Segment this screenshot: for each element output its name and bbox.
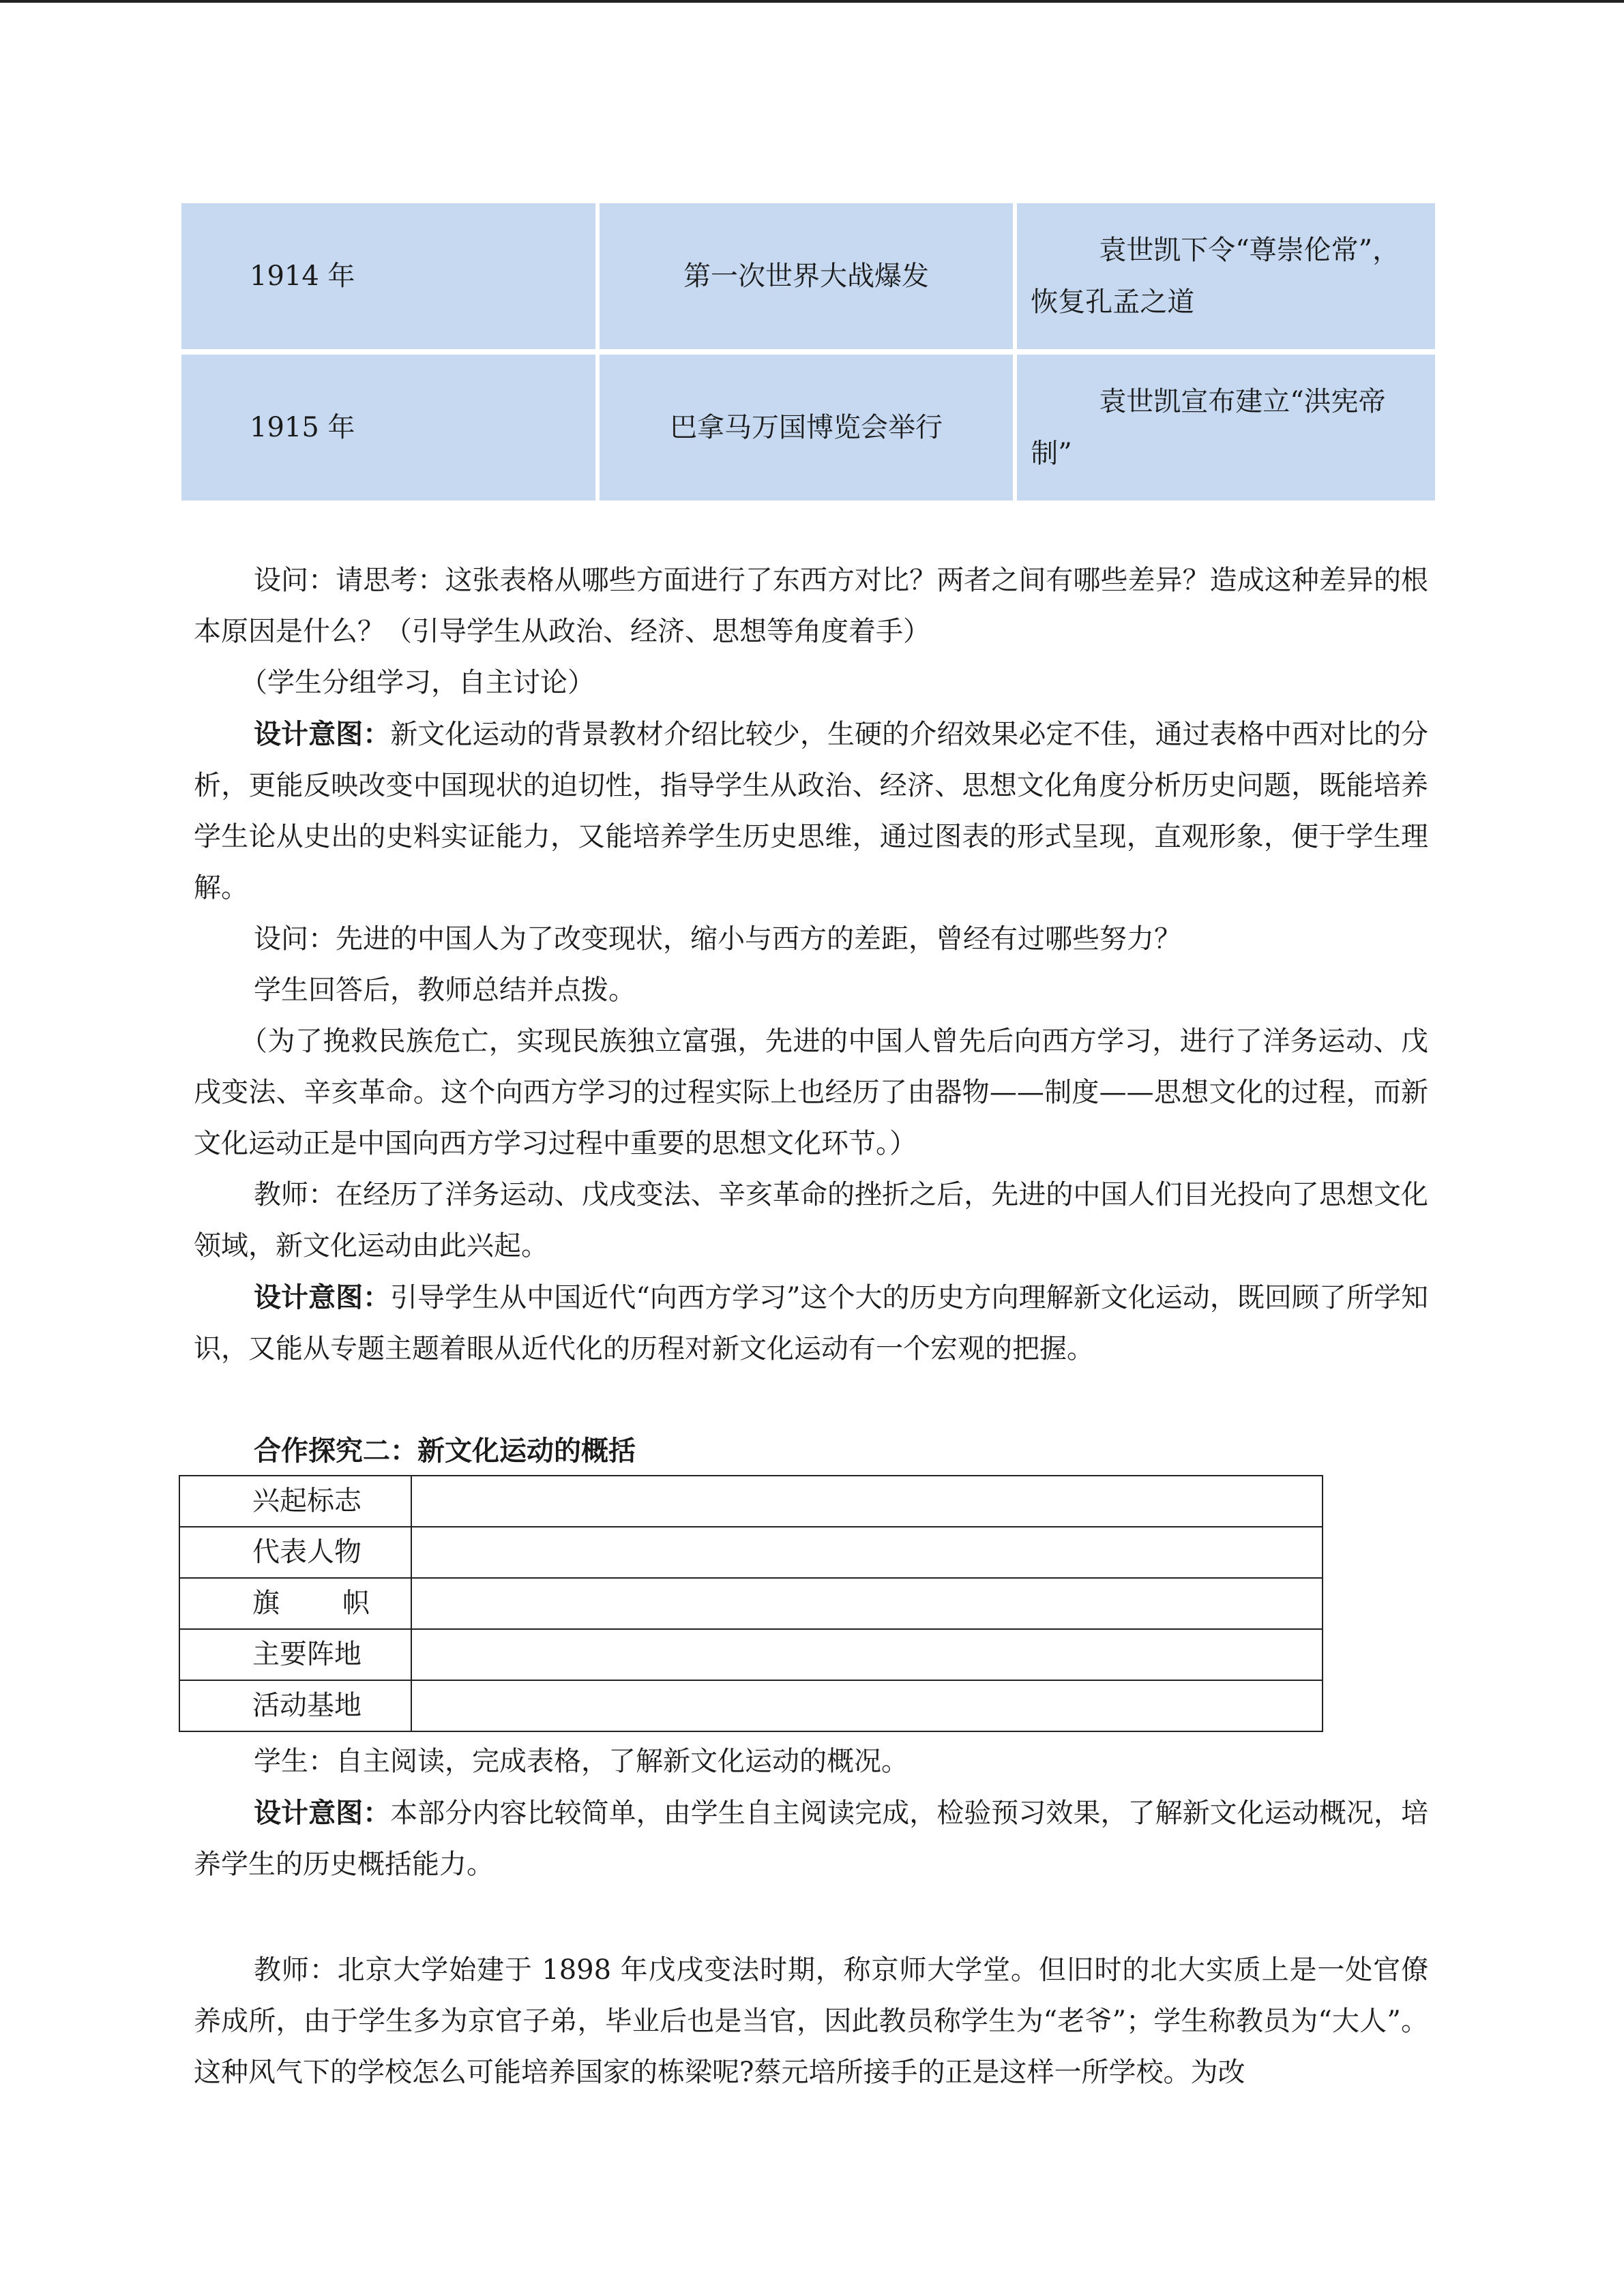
- east-west-comparison-table: [177, 198, 1439, 506]
- answer-note: 学生回答后，教师总结并点拨。: [254, 974, 636, 1006]
- table-row: [179, 1527, 1323, 1578]
- section-2-body: [194, 1736, 1428, 1890]
- question-paragraph: 设问：先进的中国人为了改变现状，缩小与西方的差距，曾经有过哪些努力？: [254, 923, 1181, 955]
- page-top-border: [0, 0, 1624, 3]
- table-row: [179, 1680, 1323, 1731]
- outline-table: [179, 1475, 1323, 1732]
- design-intent-label: 设计意图：: [254, 1281, 391, 1313]
- question-paragraph: 设问：请思考：这张表格从哪些方面进行了东西方对比？两者之间有哪些差异？造成这种差异的根本原因是什么？（引导学生从政治、经济、思想等角度着手）: [194, 565, 1428, 647]
- row-label: 活动基地: [179, 1680, 411, 1731]
- section-1-body: [194, 555, 1428, 1375]
- table-row: [179, 1476, 1323, 1527]
- row-label: 代表人物: [179, 1527, 411, 1578]
- year-cell: 1914 年: [181, 203, 595, 349]
- student-paragraph: 学生：自主阅读，完成表格，了解新文化运动的概况。: [254, 1746, 909, 1777]
- answer-cell[interactable]: [411, 1527, 1323, 1578]
- table-row: [179, 1578, 1323, 1629]
- section-title: 合作探究二：新文化运动的概括: [254, 1435, 636, 1467]
- answer-cell[interactable]: [411, 1476, 1323, 1527]
- section-3-body: [194, 1945, 1428, 2098]
- summary-paragraph: （为了挽救民族危亡，实现民族独立富强，先进的中国人曾先后向西方学习，进行了洋务运动、戊戌变法、辛亥革命。这个向西方学习的过程实际上也经历了由器物——制度——思想文化的过程，而新文化运动正是中国向西方学习过程中重要的思想文化环节。）: [194, 1026, 1428, 1159]
- answer-cell[interactable]: [411, 1629, 1323, 1680]
- group-study-note: （学生分组学习，自主讨论）: [240, 667, 595, 698]
- table-row: [179, 1629, 1323, 1680]
- design-intent-label: 设计意图：: [254, 718, 391, 750]
- row-label-part: 帜: [342, 1587, 370, 1619]
- answer-cell[interactable]: [411, 1578, 1323, 1629]
- world-event-cell: 第一次世界大战爆发: [600, 203, 1013, 349]
- teacher-paragraph: 教师：北京大学始建于 1898 年戊戌变法时期，称京师大学堂。但旧时的北大实质上是一处官僚养成所，由于学生多为京官子弟，毕业后也是当官，因此教员称学生为“老爷”；学生称教员为“大人”。这种风气下的学校怎么可能培养国家的栋梁呢?蔡元培所接手的正是这样一所学校。为改: [194, 1954, 1428, 2088]
- year-cell: 1915 年: [181, 355, 595, 501]
- table-row: [181, 203, 1435, 349]
- design-intent-text: 引导学生从中国近代“向西方学习”这个大的历史方向理解新文化运动，既回顾了所学知识，又能从专题主题着眼从近代化的历程对新文化运动有一个宏观的把握。: [194, 1282, 1429, 1365]
- teacher-paragraph: 教师：在经历了洋务运动、戊戌变法、辛亥革命的挫折之后，先进的中国人们目光投向了思想文化领域，新文化运动由此兴起。: [194, 1179, 1428, 1262]
- design-intent-paragraph: [194, 1272, 1428, 1375]
- row-label-part: 旗: [252, 1587, 280, 1619]
- table-row: [181, 355, 1435, 501]
- design-intent-paragraph: [194, 1787, 1428, 1890]
- design-intent-text: 新文化运动的背景教材介绍比较少，生硬的介绍效果必定不佳，通过表格中西对比的分析，更能反映改变中国现状的迫切性，指导学生从政治、经济、思想文化角度分析历史问题，既能培养学生论从史出的史料实证能力，又能培养学生历史思维，通过图表的形式呈现，直观形象，便于学生理解。: [194, 719, 1429, 904]
- world-event-cell: 巴拿马万国博览会举行: [600, 355, 1013, 501]
- design-intent-paragraph: [194, 709, 1428, 914]
- row-label: 主要阵地: [179, 1629, 411, 1680]
- china-event-cell: 袁世凯宣布建立“洪宪帝制”: [1017, 355, 1435, 501]
- design-intent-text: 本部分内容比较简单，由学生自主阅读完成，检验预习效果，了解新文化运动概况，培养学生的历史概括能力。: [194, 1798, 1429, 1880]
- answer-cell[interactable]: [411, 1680, 1323, 1731]
- china-event-cell: 袁世凯下令“尊崇伦常”，恢复孔孟之道: [1017, 203, 1435, 349]
- design-intent-label: 设计意图：: [254, 1797, 391, 1829]
- row-label: 兴起标志: [179, 1476, 411, 1527]
- row-label: [179, 1578, 411, 1629]
